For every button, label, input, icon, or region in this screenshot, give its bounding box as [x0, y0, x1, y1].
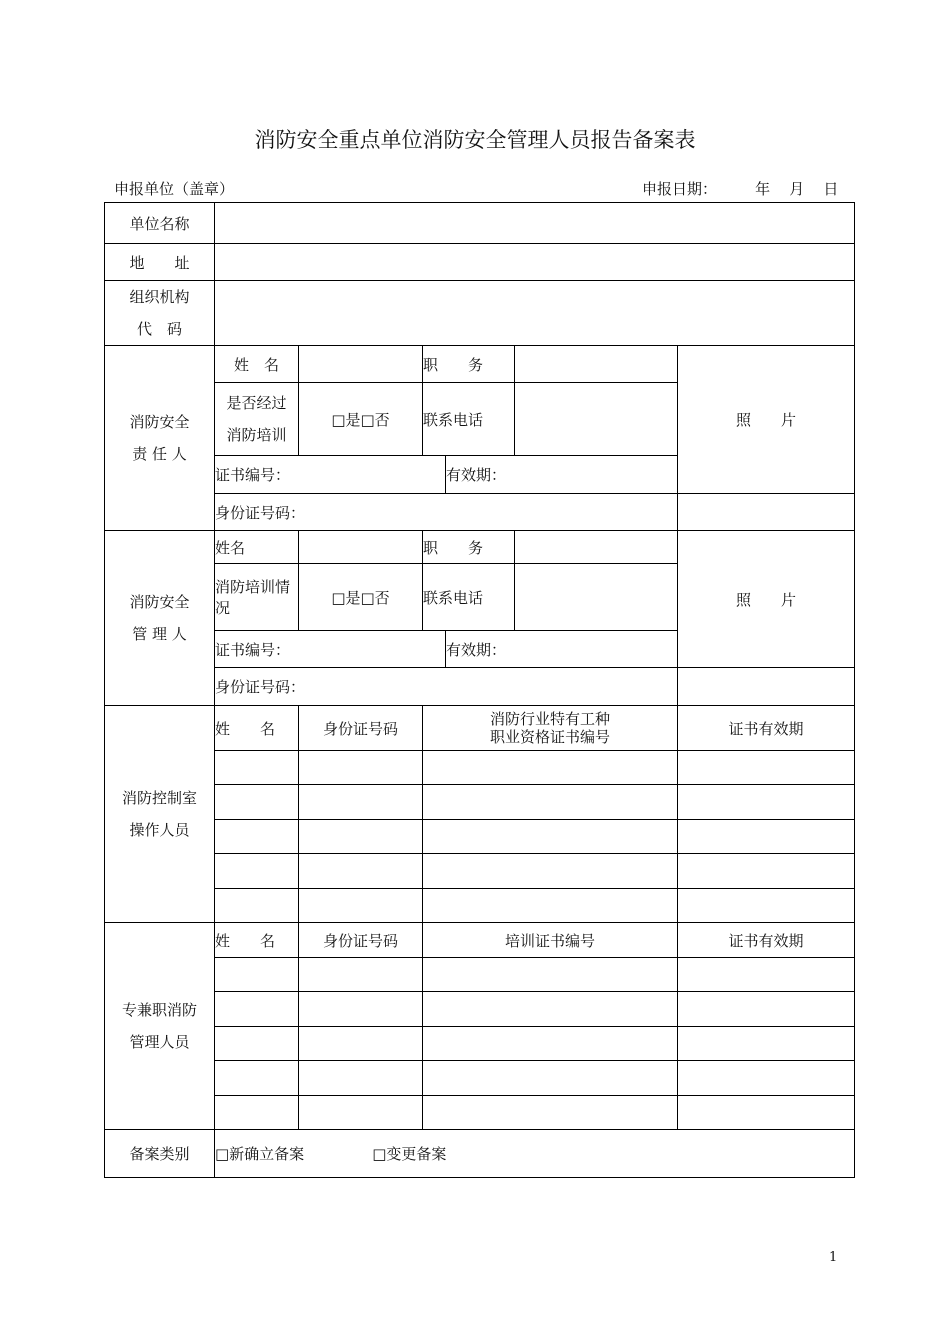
table-cell[interactable] [423, 1061, 678, 1096]
responsible-phone-field[interactable] [515, 383, 678, 456]
filing-type-label: 备案类别 [105, 1130, 215, 1178]
control-room-section-line1: 消防控制室 [121, 789, 197, 807]
control-room-col-cert-line2: 职业资格证书编号 [489, 728, 610, 746]
table-cell[interactable] [423, 785, 678, 820]
table-cell[interactable] [299, 1027, 423, 1061]
org-code-field[interactable] [215, 281, 855, 346]
responsible-section-line1: 消防安全 [129, 413, 190, 431]
control-room-section-label [105, 706, 215, 923]
control-room-col-valid: 证书有效期 [678, 706, 855, 751]
responsible-section-label [105, 346, 215, 531]
table-cell[interactable] [299, 785, 423, 820]
table-cell[interactable] [215, 820, 299, 854]
table-cell[interactable] [678, 785, 855, 820]
responsible-section-line2: 责 任 人 [132, 445, 187, 463]
table-cell[interactable] [215, 751, 299, 785]
responsible-phone-label: 联系电话 [423, 383, 515, 456]
staff-col-cert: 培训证书编号 [423, 923, 678, 958]
table-cell[interactable] [678, 751, 855, 785]
staff-section-line1: 专兼职消防 [121, 1001, 197, 1019]
org-code-label-line1: 组织机构 [129, 288, 190, 306]
responsible-trained-line1: 是否经过 [226, 394, 287, 412]
day-label: 日 [823, 180, 839, 198]
control-room-col-id: 身份证号码 [299, 706, 423, 751]
manager-id-field[interactable]: 身份证号码： [215, 668, 678, 706]
responsible-position-label: 职 务 [423, 346, 515, 383]
table-cell[interactable] [423, 1027, 678, 1061]
filing-type-options [215, 1130, 855, 1178]
responsible-photo-box: 照 片 [678, 346, 855, 494]
unit-name-label: 单位名称 [105, 203, 215, 244]
reporting-unit-label: 申报单位（盖章） [114, 180, 235, 198]
control-room-col-cert [423, 706, 678, 751]
manager-cert-no-field[interactable]: 证书编号： [215, 631, 446, 668]
table-cell[interactable] [215, 1096, 299, 1130]
staff-col-id: 身份证号码 [299, 923, 423, 958]
address-field[interactable] [215, 244, 855, 281]
table-cell[interactable] [678, 1061, 855, 1096]
table-cell[interactable] [299, 820, 423, 854]
form-title: 消防安全重点单位消防安全管理人员报告备案表 [254, 128, 696, 152]
table-cell[interactable] [423, 820, 678, 854]
table-cell[interactable] [678, 854, 855, 889]
manager-name-field[interactable] [299, 531, 423, 564]
staff-col-valid: 证书有效期 [678, 923, 855, 958]
table-cell[interactable] [299, 958, 423, 992]
responsible-blank-cell [678, 494, 855, 531]
manager-trained-checkboxes[interactable]: □是□否 [299, 564, 423, 631]
responsible-trained-checkboxes[interactable]: □是□否 [299, 383, 423, 456]
manager-blank-cell [678, 668, 855, 706]
staff-section-line2: 管理人员 [129, 1033, 190, 1051]
table-cell[interactable] [299, 889, 423, 923]
table-cell[interactable] [423, 889, 678, 923]
manager-section-label [105, 531, 215, 706]
responsible-position-field[interactable] [515, 346, 678, 383]
report-date [642, 178, 838, 199]
manager-training-label: 消防培训情况 [215, 564, 299, 631]
table-cell[interactable] [215, 1027, 299, 1061]
report-date-label: 申报日期： [642, 180, 718, 198]
responsible-cert-no-field[interactable]: 证书编号： [215, 456, 446, 494]
table-cell[interactable] [678, 992, 855, 1027]
staff-col-name: 姓 名 [215, 923, 299, 958]
responsible-id-field[interactable]: 身份证号码： [215, 494, 678, 531]
table-cell[interactable] [299, 751, 423, 785]
manager-phone-field[interactable] [515, 564, 678, 631]
month-label: 月 [789, 180, 805, 198]
manager-phone-label: 联系电话 [423, 564, 515, 631]
responsible-valid-field[interactable]: 有效期： [446, 456, 678, 494]
table-cell[interactable] [423, 751, 678, 785]
manager-section-line2: 管 理 人 [132, 625, 187, 643]
manager-valid-field[interactable]: 有效期： [446, 631, 678, 668]
year-label: 年 [755, 180, 771, 198]
table-cell[interactable] [678, 1096, 855, 1130]
unit-name-field[interactable] [215, 203, 855, 244]
manager-name-label: 姓名 [215, 531, 299, 564]
address-label: 地 址 [105, 244, 215, 281]
change-filing-checkbox[interactable]: □变更备案 [372, 1145, 447, 1163]
new-filing-checkbox[interactable]: □新确立备案 [215, 1145, 305, 1163]
table-cell[interactable] [423, 854, 678, 889]
table-cell[interactable] [299, 1096, 423, 1130]
manager-position-label: 职 务 [423, 531, 515, 564]
responsible-name-field[interactable] [299, 346, 423, 383]
table-cell[interactable] [299, 854, 423, 889]
table-cell[interactable] [423, 1096, 678, 1130]
table-cell[interactable] [678, 958, 855, 992]
table-cell[interactable] [299, 1061, 423, 1096]
table-cell[interactable] [678, 889, 855, 923]
table-cell[interactable] [215, 958, 299, 992]
manager-position-field[interactable] [515, 531, 678, 564]
control-room-section-line2: 操作人员 [129, 821, 190, 839]
table-cell[interactable] [423, 992, 678, 1027]
table-cell[interactable] [423, 958, 678, 992]
table-cell[interactable] [299, 992, 423, 1027]
table-cell[interactable] [215, 889, 299, 923]
responsible-trained-label [215, 383, 299, 456]
table-cell[interactable] [678, 1027, 855, 1061]
org-code-label-line2: 代 码 [136, 320, 182, 338]
manager-section-line1: 消防安全 [129, 593, 190, 611]
table-cell[interactable] [215, 785, 299, 820]
table-cell[interactable] [678, 820, 855, 854]
filing-form-table [104, 202, 855, 1178]
table-cell[interactable] [215, 854, 299, 889]
org-code-label [105, 281, 215, 346]
control-room-col-name: 姓 名 [215, 706, 299, 751]
responsible-trained-line2: 消防培训 [226, 426, 287, 444]
responsible-name-label: 姓 名 [215, 346, 299, 383]
control-room-col-cert-line1: 消防行业特有工种 [489, 710, 610, 728]
page-number: 1 [829, 1250, 838, 1265]
manager-photo-box: 照 片 [678, 531, 855, 668]
table-cell[interactable] [215, 1061, 299, 1096]
staff-section-label [105, 923, 215, 1130]
table-cell[interactable] [215, 992, 299, 1027]
